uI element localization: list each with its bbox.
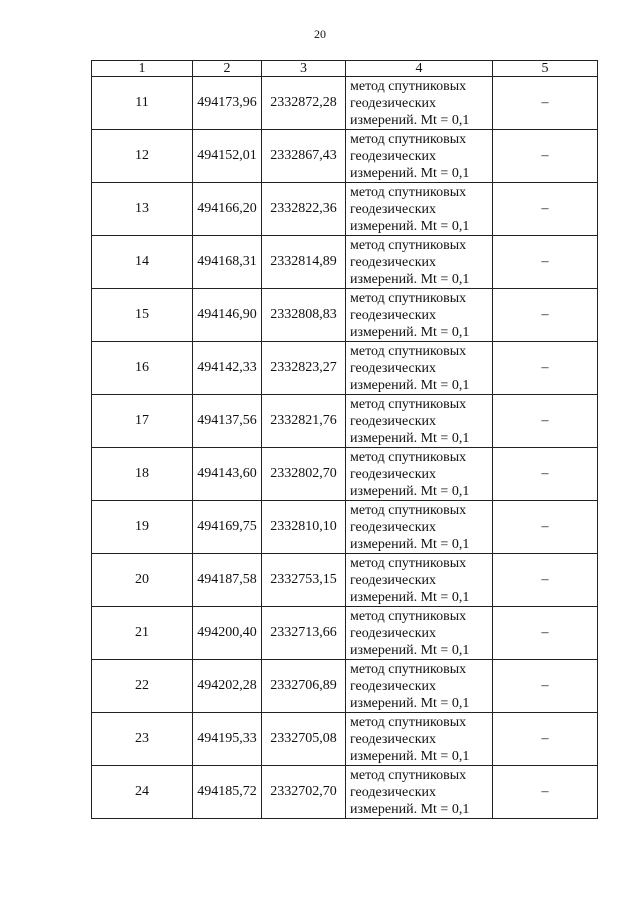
point-number-cell: 24	[92, 766, 193, 819]
note-cell: –	[493, 236, 598, 289]
point-number-cell: 17	[92, 395, 193, 448]
table-row	[92, 766, 598, 819]
method-line: метод спутниковых	[350, 78, 467, 94]
method-cell	[346, 607, 493, 660]
method-cell	[346, 130, 493, 183]
x-coordinate-cell: 494185,72	[193, 766, 262, 819]
method-line: измерений. Mt = 0,1	[350, 483, 470, 499]
x-coordinate-cell: 494200,40	[193, 607, 262, 660]
method-line: измерений. Mt = 0,1	[350, 589, 470, 605]
method-line: геодезических	[350, 413, 437, 429]
method-cell	[346, 395, 493, 448]
note-cell: –	[493, 554, 598, 607]
method-cell	[346, 183, 493, 236]
method-line: метод спутниковых	[350, 661, 467, 677]
method-line: измерений. Mt = 0,1	[350, 112, 470, 128]
note-cell: –	[493, 130, 598, 183]
column-header: 1	[92, 61, 193, 77]
method-line: геодезических	[350, 625, 437, 641]
x-coordinate-cell: 494187,58	[193, 554, 262, 607]
y-coordinate-cell: 2332706,89	[262, 660, 346, 713]
table-header-row	[92, 61, 598, 77]
method-line: геодезических	[350, 572, 437, 588]
note-cell: –	[493, 448, 598, 501]
method-line: измерений. Mt = 0,1	[350, 430, 470, 446]
method-cell	[346, 289, 493, 342]
method-cell	[346, 501, 493, 554]
table-row	[92, 448, 598, 501]
method-line: геодезических	[350, 95, 437, 111]
method-line: геодезических	[350, 519, 437, 535]
point-number-cell: 19	[92, 501, 193, 554]
point-number-cell: 23	[92, 713, 193, 766]
method-line: измерений. Mt = 0,1	[350, 695, 470, 711]
method-line: геодезических	[350, 731, 437, 747]
table-row	[92, 554, 598, 607]
point-number-cell: 11	[92, 77, 193, 130]
column-header: 4	[346, 61, 493, 77]
x-coordinate-cell: 494143,60	[193, 448, 262, 501]
method-cell	[346, 342, 493, 395]
method-line: метод спутниковых	[350, 237, 467, 253]
y-coordinate-cell: 2332702,70	[262, 766, 346, 819]
column-header: 5	[493, 61, 598, 77]
table-row	[92, 342, 598, 395]
method-line: геодезических	[350, 148, 437, 164]
point-number-cell: 21	[92, 607, 193, 660]
x-coordinate-cell: 494168,31	[193, 236, 262, 289]
x-coordinate-cell: 494152,01	[193, 130, 262, 183]
y-coordinate-cell: 2332821,76	[262, 395, 346, 448]
method-line: геодезических	[350, 307, 437, 323]
table-row	[92, 607, 598, 660]
method-cell	[346, 77, 493, 130]
note-cell: –	[493, 77, 598, 130]
column-header: 3	[262, 61, 346, 77]
point-number-cell: 22	[92, 660, 193, 713]
method-line: геодезических	[350, 784, 437, 800]
method-line: геодезических	[350, 201, 437, 217]
method-line: метод спутниковых	[350, 502, 467, 518]
table-row	[92, 395, 598, 448]
method-line: метод спутниковых	[350, 767, 467, 783]
y-coordinate-cell: 2332808,83	[262, 289, 346, 342]
y-coordinate-cell: 2332872,28	[262, 77, 346, 130]
coordinates-table	[91, 60, 598, 819]
method-line: геодезических	[350, 466, 437, 482]
note-cell: –	[493, 660, 598, 713]
method-line: геодезических	[350, 254, 437, 270]
table-row	[92, 289, 598, 342]
point-number-cell: 16	[92, 342, 193, 395]
x-coordinate-cell: 494173,96	[193, 77, 262, 130]
note-cell: –	[493, 607, 598, 660]
y-coordinate-cell: 2332810,10	[262, 501, 346, 554]
method-line: измерений. Mt = 0,1	[350, 801, 470, 817]
method-cell	[346, 554, 493, 607]
method-line: метод спутниковых	[350, 608, 467, 624]
method-line: метод спутниковых	[350, 396, 467, 412]
method-line: измерений. Mt = 0,1	[350, 218, 470, 234]
method-line: измерений. Mt = 0,1	[350, 324, 470, 340]
method-line: метод спутниковых	[350, 555, 467, 571]
note-cell: –	[493, 766, 598, 819]
y-coordinate-cell: 2332823,27	[262, 342, 346, 395]
table-row	[92, 501, 598, 554]
x-coordinate-cell: 494195,33	[193, 713, 262, 766]
y-coordinate-cell: 2332753,15	[262, 554, 346, 607]
point-number-cell: 13	[92, 183, 193, 236]
table-row	[92, 130, 598, 183]
point-number-cell: 20	[92, 554, 193, 607]
method-line: измерений. Mt = 0,1	[350, 536, 470, 552]
y-coordinate-cell: 2332867,43	[262, 130, 346, 183]
note-cell: –	[493, 183, 598, 236]
x-coordinate-cell: 494146,90	[193, 289, 262, 342]
method-line: метод спутниковых	[350, 131, 467, 147]
method-line: метод спутниковых	[350, 343, 467, 359]
table-row	[92, 660, 598, 713]
note-cell: –	[493, 289, 598, 342]
y-coordinate-cell: 2332814,89	[262, 236, 346, 289]
table-row	[92, 77, 598, 130]
column-header: 2	[193, 61, 262, 77]
method-line: измерений. Mt = 0,1	[350, 642, 470, 658]
y-coordinate-cell: 2332822,36	[262, 183, 346, 236]
point-number-cell: 12	[92, 130, 193, 183]
method-line: измерений. Mt = 0,1	[350, 165, 470, 181]
method-line: измерений. Mt = 0,1	[350, 271, 470, 287]
note-cell: –	[493, 395, 598, 448]
point-number-cell: 18	[92, 448, 193, 501]
point-number-cell: 14	[92, 236, 193, 289]
table-row	[92, 713, 598, 766]
method-line: измерений. Mt = 0,1	[350, 377, 470, 393]
x-coordinate-cell: 494166,20	[193, 183, 262, 236]
table-row	[92, 236, 598, 289]
page-number: 20	[314, 27, 326, 41]
table-row	[92, 183, 598, 236]
method-line: геодезических	[350, 360, 437, 376]
method-line: метод спутниковых	[350, 714, 467, 730]
note-cell: –	[493, 342, 598, 395]
method-line: измерений. Mt = 0,1	[350, 748, 470, 764]
method-line: геодезических	[350, 678, 437, 694]
note-cell: –	[493, 713, 598, 766]
point-number-cell: 15	[92, 289, 193, 342]
y-coordinate-cell: 2332802,70	[262, 448, 346, 501]
method-line: метод спутниковых	[350, 184, 467, 200]
method-line: метод спутниковых	[350, 449, 467, 465]
x-coordinate-cell: 494202,28	[193, 660, 262, 713]
method-cell	[346, 448, 493, 501]
x-coordinate-cell: 494137,56	[193, 395, 262, 448]
method-cell	[346, 660, 493, 713]
y-coordinate-cell: 2332705,08	[262, 713, 346, 766]
x-coordinate-cell: 494142,33	[193, 342, 262, 395]
method-line: метод спутниковых	[350, 290, 467, 306]
note-cell: –	[493, 501, 598, 554]
x-coordinate-cell: 494169,75	[193, 501, 262, 554]
y-coordinate-cell: 2332713,66	[262, 607, 346, 660]
method-cell	[346, 236, 493, 289]
method-cell	[346, 713, 493, 766]
method-cell	[346, 766, 493, 819]
